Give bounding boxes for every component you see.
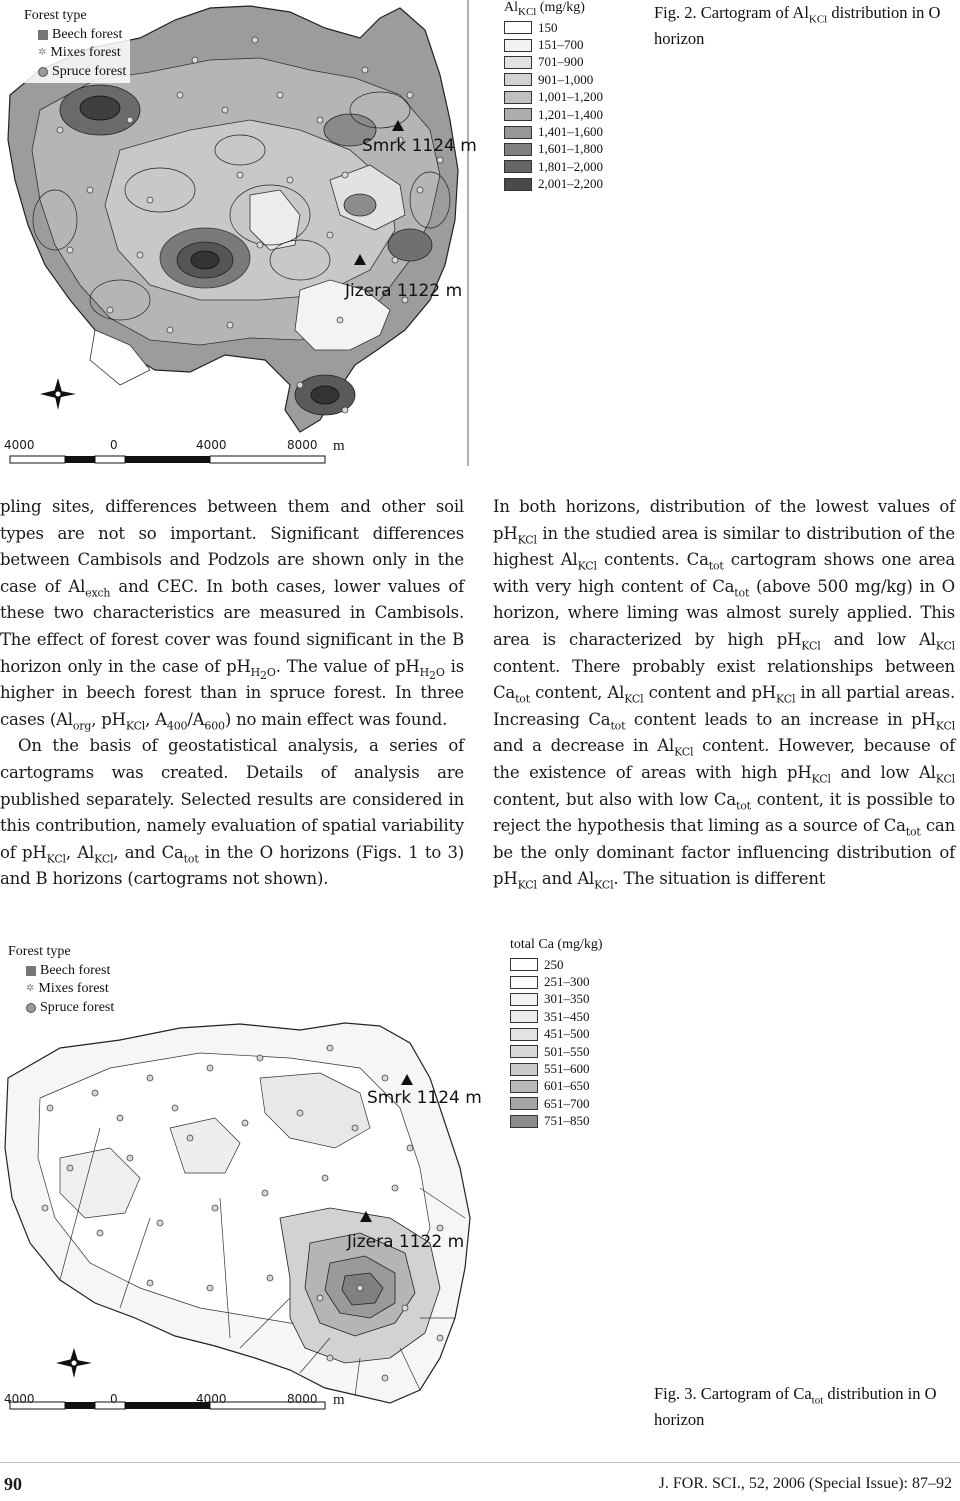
legend-class-label: 150	[538, 19, 558, 35]
forest-type-title: Forest type	[24, 8, 87, 23]
legend-class-label: 901–1,000	[538, 71, 594, 87]
fig3-caption: Fig. 3. Cartogram of $Ca_{tot}$ distribution in O horizon	[654, 1384, 937, 1429]
legend-class	[510, 991, 650, 1008]
spruce-dot-icon	[38, 67, 48, 77]
legend-item-spruce: Spruce forest	[8, 999, 114, 1018]
legend-class	[504, 71, 644, 88]
legend-class	[510, 1095, 650, 1112]
legend-class-label: 451–500	[544, 1026, 590, 1042]
scale-ticks	[0, 1392, 360, 1410]
legend-swatch	[504, 108, 532, 121]
legend-class	[510, 1113, 650, 1130]
legend-class-label: 1,801–2,000	[538, 158, 603, 174]
legend-swatch	[504, 21, 532, 34]
legend-class	[504, 158, 644, 175]
footer-rule	[0, 1462, 960, 1463]
legend-class	[504, 54, 644, 71]
legend-class-label: 151–700	[538, 37, 584, 53]
peak-label-smrk: Smrk 1124 m	[362, 136, 477, 156]
figure-3-map	[0, 1018, 500, 1416]
mixed-star-icon: ✲	[26, 983, 35, 995]
legend-swatch	[504, 126, 532, 139]
legend-class	[504, 19, 644, 36]
scale-unit: m	[333, 1392, 345, 1408]
legend-class-label: 1,201–1,400	[538, 106, 603, 122]
legend-class	[504, 36, 644, 53]
scale-tick: 4000	[196, 1392, 227, 1406]
legend-class-label: 250	[544, 956, 564, 972]
legend-class-label: 751–850	[544, 1113, 590, 1129]
scale-unit: m	[333, 438, 345, 454]
legend-class-label: 1,001–1,200	[538, 89, 603, 105]
legend-class	[510, 973, 650, 990]
scale-tick: 4000	[4, 438, 35, 452]
legend-swatch	[510, 1097, 538, 1110]
legend-class-label: 601–650	[544, 1078, 590, 1094]
legend-swatch	[504, 160, 532, 173]
legend-swatch	[510, 993, 538, 1006]
legend-class-label: 701–900	[538, 54, 584, 70]
legend-swatch	[510, 1080, 538, 1093]
legend-class	[504, 176, 644, 193]
spruce-dot-icon	[26, 1003, 36, 1013]
legend-class	[510, 1008, 650, 1025]
legend-class-label: 551–600	[544, 1061, 590, 1077]
north-arrow-icon	[56, 1348, 92, 1378]
legend-item-beech: Beech forest	[26, 26, 126, 45]
ca-tot-cartogram	[0, 1018, 500, 1416]
scale-tick: 4000	[196, 438, 227, 452]
north-arrow-icon	[40, 378, 76, 410]
fig2-forest-type-legend	[6, 6, 130, 83]
legend-swatch	[510, 1063, 538, 1076]
legend-swatch	[510, 976, 538, 989]
legend-class-label: 2,001–2,200	[538, 176, 603, 192]
right-text-column: In both horizons, distribution of the lowest values of $pH_{KCl}$ in the studied area is similar to distribution of the highest $Al_{KCl}$ contents. $Ca_{tot}$ cartogram shows one area with very high content of $Ca_{tot}$ (above 500 mg/kg) in O horizon, where liming was almost surely applied. This area is characterized by high $pH_{KCl}$ and low $Al_{KCl}$ content. There probably exist relationships between $Ca_{tot}$ content, $Al_{KCl}$ content and $pH_{KCl}$ in all partial areas. Increasing $Ca_{tot}$ content leads to an increase in $pH_{KCl}$ and a decrease in $Al_{KCl}$ content. However, because of the existence of areas with high $pH_{KCl}$ and low $Al_{KCl}$ content, but also with low $Ca_{tot}$ content, it is possible to reject the hypothesis that liming as a source of $Ca_{tot}$ can be the only dominant factor influencing distribution of $pH_{KCl}$ and $Al_{KCl}$. The situation is different	[493, 497, 956, 892]
mixed-star-icon: ✲	[38, 47, 47, 59]
fig3-forest-type-legend	[6, 942, 118, 1019]
scale-tick: 4000	[4, 1392, 35, 1406]
legend-swatch	[504, 91, 532, 104]
legend-swatch	[504, 178, 532, 191]
peak-label-smrk: Smrk 1124 m	[367, 1088, 482, 1108]
page-number: 90	[4, 1474, 22, 1494]
peak-label-jizera: Jizera 1122 m	[345, 281, 463, 301]
scale-tick: 8000	[287, 1392, 318, 1406]
legend-class	[510, 1026, 650, 1043]
scale-ticks	[0, 438, 360, 456]
legend-class-label: 1,401–1,600	[538, 124, 603, 140]
legend-item-mixes: ✲ Mixes forest	[26, 981, 109, 996]
legend-class-label: 1,601–1,800	[538, 141, 603, 157]
legend-class	[510, 956, 650, 973]
legend-class	[510, 1060, 650, 1077]
legend-item-mixes: ✲ Mixes forest	[38, 45, 121, 60]
scale-tick: 8000	[287, 438, 318, 452]
legend-swatch	[510, 1028, 538, 1041]
legend-swatch	[504, 56, 532, 69]
legend-class-label: 351–450	[544, 1008, 590, 1024]
legend-swatch	[510, 1115, 538, 1128]
legend-class	[504, 123, 644, 140]
legend-class-label: 501–550	[544, 1043, 590, 1059]
journal-reference: J. FOR. SCI., 52, 2006 (Special Issue): 87–92	[658, 1475, 952, 1492]
legend-class	[504, 89, 644, 106]
legend-item-beech: Beech forest	[8, 962, 114, 981]
legend-class	[504, 141, 644, 158]
scale-bar	[10, 456, 325, 463]
legend-swatch	[510, 1045, 538, 1058]
legend-swatch	[504, 73, 532, 86]
legend-item-spruce: Spruce forest	[26, 63, 126, 82]
legend-class-label: 251–300	[544, 974, 590, 990]
fig2-caption: Fig. 2. Cartogram of $Al_{KCl}$ distribution in O horizon	[654, 3, 941, 48]
peak-label-jizera: Jizera 1122 m	[347, 1232, 465, 1252]
legend-class	[510, 1078, 650, 1095]
legend-title: total Ca (mg/kg)	[510, 937, 603, 952]
legend-swatch	[504, 143, 532, 156]
scale-tick: 0	[110, 438, 118, 452]
left-text-column: pling sites, differences between them and other soil types are not so important. Significant differences between Cambisols and Podzols are shown only in the case of $Al_{exch}$ and CEC. In both cases, lower values of these two characteristics are measured in Cambisols. The effect of forest cover was found significant in the B horizon only in the case of $pH_{H_2O}$. The value of $pH_{H_2O}$ is higher in beech forest than in spruce forest. In three cases ($Al_{org}$, $pH_{KCl}$, $A_{400}/A_{600}$) no main effect was found. On the basis of geostatistical analysis, a series of cartograms was created. Details of analysis are published separately. Selected results are considered in this contribution, namely evaluation of spatial variability of $pH_{KCl}$, $Al_{KCl}$, and $Ca_{tot}$ in the O horizons (Figs. 1 to 3) and B horizons (cartograms not shown).	[0, 497, 464, 889]
scale-tick: 0	[110, 1392, 118, 1406]
fig2-value-legend	[504, 0, 644, 193]
legend-class-label: 651–700	[544, 1095, 590, 1111]
legend-swatch	[504, 39, 532, 52]
legend-swatch	[510, 1010, 538, 1023]
beech-square-icon	[26, 966, 36, 976]
beech-square-icon	[38, 30, 48, 40]
legend-class	[510, 1043, 650, 1060]
legend-class-label: 301–350	[544, 991, 590, 1007]
legend-class	[504, 106, 644, 123]
legend-title: $Al_{KCl}$ (mg/kg)	[504, 0, 585, 18]
fig3-value-legend	[510, 937, 650, 1130]
forest-type-title: Forest type	[8, 944, 71, 959]
legend-swatch	[510, 958, 538, 971]
